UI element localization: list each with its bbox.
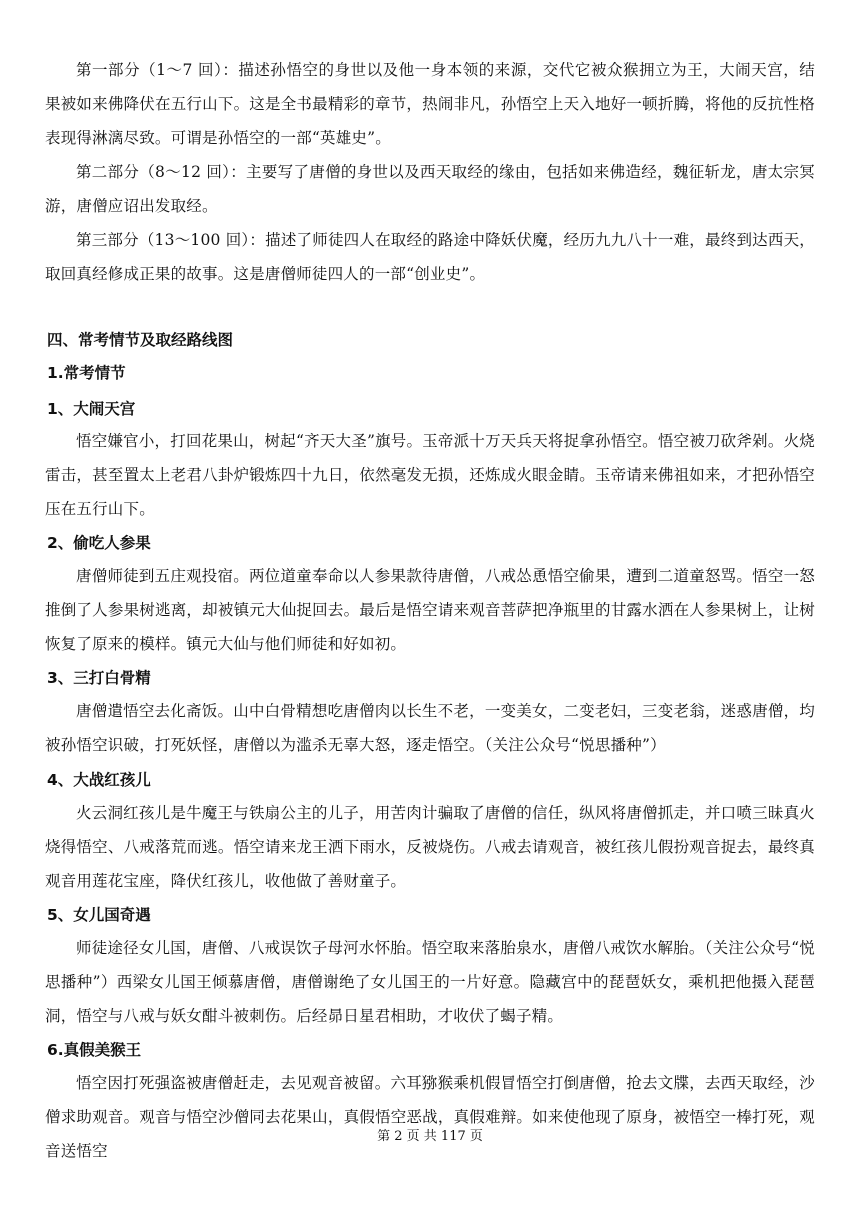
plot-title: 1、大闹天宫 (47, 400, 136, 418)
intro-paragraph-part-one: 第一部分（1～7 回）：描述孙悟空的身世以及他一身本领的来源，交代它被众猴拥立为王，大闹天宫，结果被如来佛降伏在五行山下。这是全书最精彩的章节，热闹非凡，孙悟空上天入地好一顿折腾，将他的反抗性格表现得淋漓尽致。可谓是孙悟空的一部“英雄史”。 (45, 61, 815, 147)
plot-paragraph: 火云洞红孩儿是牛魔王与铁扇公主的儿子，用苦肉计骗取了唐僧的信任，纵风将唐僧抓走，并口喷三昧真火烧得悟空、八戒落荒而逃。悟空请来龙王洒下雨水，反被烧伤。八戒去请观音，被红孩儿假扮观音捉去，最终真观音用莲花宝座，降伏红孩儿，收他做了善财童子。 (45, 804, 815, 890)
plot-paragraph: 师徒途径女儿国，唐僧、八戒误饮子母河水怀胎。悟空取来落胎泉水，唐僧八戒饮水解胎。（关注公众号“悦思播种”）西梁女儿国王倾慕唐僧，唐僧谢绝了女儿国王的一片好意。隐藏宫中的琵琶妖女，乘机把他摄入琵琶洞，悟空与八戒与妖女酣斗被刺伤。后经昴日星君相助，才收伏了蝎子精。 (45, 939, 815, 1025)
plot-paragraph: 悟空嫌官小，打回花果山，树起“齐天大圣”旗号。玉帝派十万天兵天将捉拿孙悟空。悟空被刀砍斧剁。火烧雷击，甚至置太上老君八卦炉锻炼四十九日，依然毫发无损，还炼成火眼金睛。玉帝请来佛祖如来，才把孙悟空压在五行山下。 (45, 432, 815, 518)
plot-paragraph: 唐僧遣悟空去化斋饭。山中白骨精想吃唐僧肉以长生不老，一变美女，二变老妇，三变老翁，迷惑唐僧，均被孙悟空识破，打死妖怪，唐僧以为滥杀无辜大怒，逐走悟空。（关注公众号“悦思播种”） (45, 702, 815, 754)
plot-title: 4、大战红孩儿 (47, 771, 151, 789)
subsection-title: 1.常考情节 (47, 364, 126, 382)
plot-paragraph: 唐僧师徒到五庄观投宿。两位道童奉命以人参果款待唐僧，八戒怂恿悟空偷果，遭到二道童怒骂。悟空一怒推倒了人参果树逃离，却被镇元大仙捉回去。最后是悟空请来观音菩萨把净瓶里的甘露水洒在人参果树上，让树恢复了原来的模样。镇元大仙与他们师徒和好如初。 (45, 567, 815, 653)
page-footer: 第 2 页 共 117 页 (377, 1129, 483, 1144)
plot-title: 3、三打白骨精 (47, 669, 151, 687)
plot-title: 2、偷吃人参果 (47, 534, 151, 552)
plot-paragraph: 悟空因打死强盗被唐僧赶走，去见观音被留。六耳猕猴乘机假冒悟空打倒唐僧，抢去文牒，去西天取经，沙僧求助观音。观音与悟空沙僧同去花果山，真假悟空恶战，真假难辩。如来使他现了原身，被悟空一棒打死，观音送悟空 (45, 1074, 815, 1160)
plot-title: 5、女儿国奇遇 (47, 906, 151, 924)
plot-title: 6.真假美猴王 (47, 1041, 142, 1059)
section-title: 四、常考情节及取经路线图 (47, 331, 234, 349)
intro-paragraph-part-three: 第三部分（13～100 回）：描述了师徒四人在取经的路途中降妖伏魔，经历九九八十一难，最终到达西天，取回真经修成正果的故事。这是唐僧师徒四人的一部“创业史”。 (45, 231, 815, 283)
intro-paragraph-part-two: 第二部分（8～12 回）：主要写了唐僧的身世以及西天取经的缘由，包括如来佛造经，魏征斩龙，唐太宗冥游，唐僧应诏出发取经。 (45, 163, 815, 215)
